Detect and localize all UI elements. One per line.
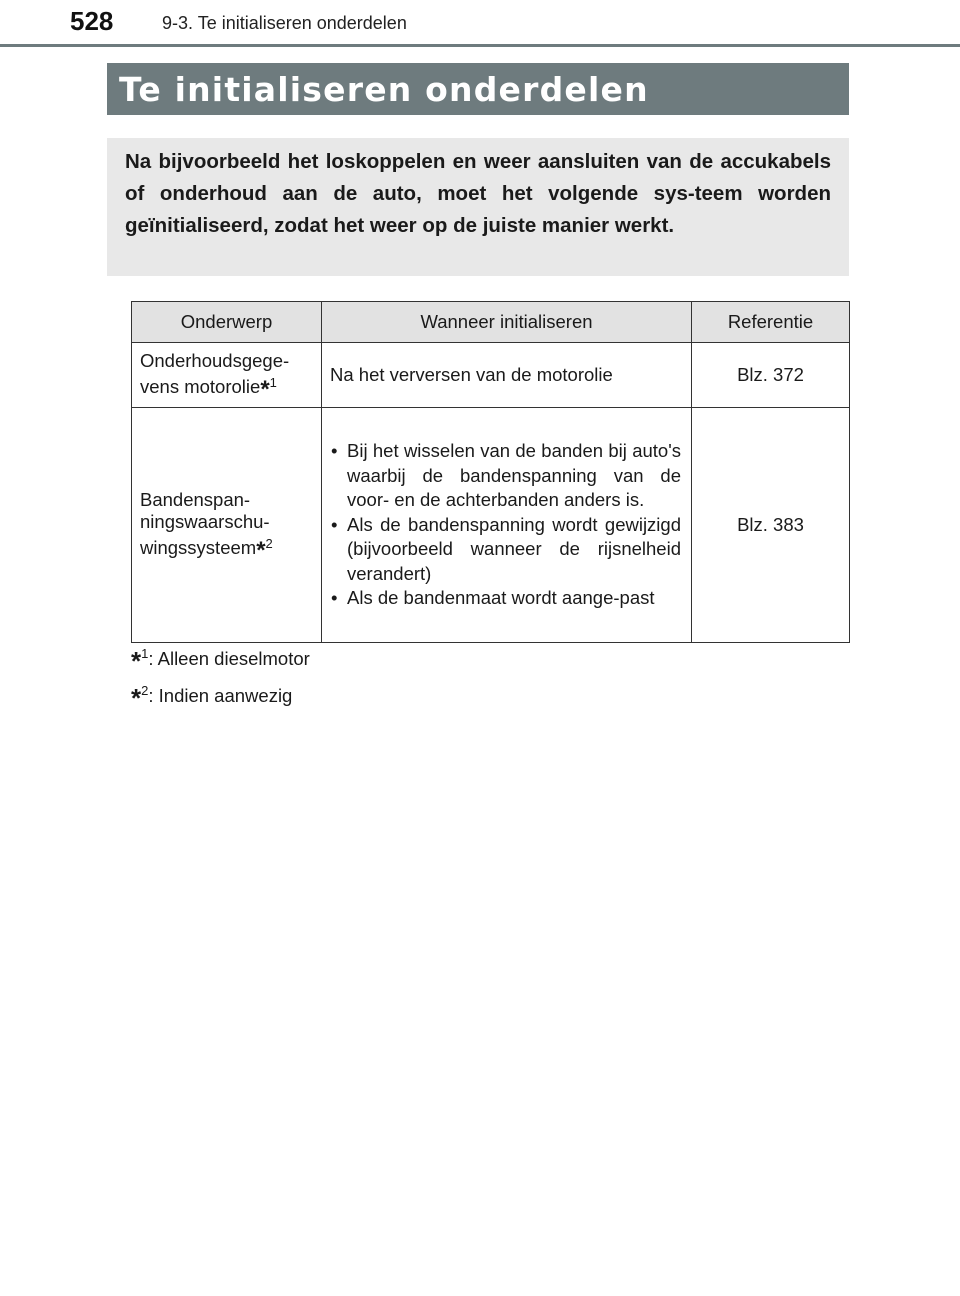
bullet-icon: • xyxy=(331,587,338,609)
footnote-asterisk: * xyxy=(131,646,142,676)
reference-cell: Blz. 372 xyxy=(692,343,850,408)
table-row xyxy=(132,408,850,643)
bullet-icon: • xyxy=(331,440,338,462)
header-reference: Referentie xyxy=(692,302,850,343)
subject-cell xyxy=(132,408,322,643)
footnote-text: : Indien aanwezig xyxy=(148,685,293,706)
title-bar xyxy=(107,63,849,115)
footnote-marker: 2 xyxy=(265,535,273,551)
reference-cell: Blz. 383 xyxy=(692,408,850,643)
list-item-text: Als de bandenspanning wordt gewijzigd (bijvoorbeeld wanneer de rijsnelheid verandert) xyxy=(347,513,681,584)
subject-cell xyxy=(132,343,322,408)
footnote-asterisk: * xyxy=(260,375,270,403)
list-item-text: Als de bandenmaat wordt aange-past xyxy=(347,587,655,609)
footnote-text: : Alleen dieselmotor xyxy=(148,648,310,669)
table-header-row xyxy=(132,302,850,343)
when-cell: Na het verversen van de motorolie xyxy=(322,343,692,408)
list-item-text: Bij het wisselen van de banden bij auto's waarbij de bandenspanning van de voor- en de achterbanden anders is. xyxy=(347,440,681,511)
footnote xyxy=(131,683,292,714)
intro-text: Na bijvoorbeeld het loskoppelen en weer aansluiten van de accukabels of onderhoud aan de auto, moet het volgende sys-teem worden geïnitialiseerd, zodat het weer op de juiste manier werkt. xyxy=(125,150,831,237)
subject-line: ningswaarschu- xyxy=(140,510,270,532)
list-item xyxy=(330,439,681,513)
footnote-number: 2 xyxy=(141,683,149,698)
footnote-asterisk: * xyxy=(256,536,266,564)
list-item xyxy=(330,586,681,611)
page-number: 528 xyxy=(70,6,114,36)
subject-line: Bandenspan- xyxy=(140,488,251,510)
subject-line: wingssysteem xyxy=(140,536,257,558)
when-cell xyxy=(322,408,692,643)
condition-list xyxy=(330,439,681,611)
list-item xyxy=(330,513,681,587)
intro-box xyxy=(107,138,849,276)
subject-line: Onderhoudsgege- xyxy=(140,349,290,371)
footnote-number: 1 xyxy=(141,646,149,661)
footnote xyxy=(131,646,310,677)
footnote-marker: 1 xyxy=(269,374,277,390)
table-row xyxy=(132,343,850,408)
header-when: Wanneer initialiseren xyxy=(322,302,692,343)
footnote-asterisk: * xyxy=(131,683,142,713)
subject-line: vens motorolie xyxy=(140,375,261,397)
page-title: Te initialiseren onderdelen xyxy=(119,69,649,109)
bullet-icon: • xyxy=(331,513,338,535)
section-header: 9-3. Te initialiseren onderdelen xyxy=(162,13,407,33)
header-rule xyxy=(0,44,960,47)
initialization-table xyxy=(131,301,850,643)
header-subject: Onderwerp xyxy=(132,302,322,343)
